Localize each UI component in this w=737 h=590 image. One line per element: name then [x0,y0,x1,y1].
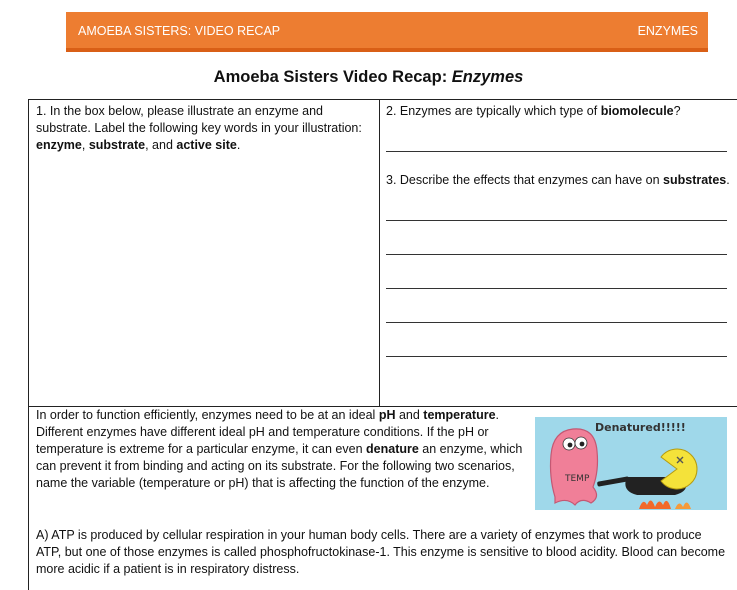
intro-text-2: and [395,408,424,422]
q2-end: ? [673,104,681,118]
intro-text-4: an enzyme, which can prevent it from binding and acting on its substrate. For the following two scenarios, name the variable (temperature or pH) that is affecting the function of the enzyme. [36,442,523,490]
character-pupil-left [568,443,573,448]
intro-paragraph [36,407,526,492]
q3-end: . [726,173,730,187]
denatured-illustration [535,417,727,510]
question-3 [386,172,736,189]
illustration-caption: Denatured!!!!! [595,421,686,434]
q3-keyword: substrates [663,173,727,187]
question-1 [36,103,366,154]
intro-keyword-denature: denature [366,442,419,456]
answer-line-q3[interactable] [386,254,727,255]
q3-text: 3. Describe the effects that enzymes can have on [386,173,664,187]
q1-keyword-active-site: active site [176,138,237,152]
page-title [0,68,737,87]
answer-line-q3[interactable] [386,288,727,289]
character-pupil-right [580,442,585,447]
header-banner [66,12,708,52]
intro-keyword-ph: pH [378,408,396,422]
answer-line-q3[interactable] [386,322,727,323]
q1-sep2: , and [145,138,177,152]
title-prefix: Amoeba Sisters Video Recap: [213,68,452,86]
answer-line-q3[interactable] [386,356,727,357]
header-topic: ENZYMES [637,24,698,38]
title-topic: Enzymes [451,68,524,86]
scenario-a: A) ATP is produced by cellular respiration in your human body cells. There are a variety of enzymes that work to produce ATP, but one of those enzymes is called phosphofructokinase-1. This enzyme is sensitive to blood acidity. Blood can become more acidic if a patient is in respiratory distress. [36,528,726,576]
q1-sep1: , [81,138,89,152]
header-left-title: AMOEBA SISTERS: VIDEO RECAP [78,24,281,38]
question-2 [386,103,736,120]
intro-keyword-temperature: temperature [423,408,496,422]
q1-text: 1. In the box below, please illustrate an enzyme and substrate. Label the following key words in your illustration: [36,104,362,135]
q2-keyword: biomolecule [600,104,674,118]
q2-text: 2. Enzymes are typically which type of [386,104,601,118]
column-divider [379,100,380,406]
worksheet-grid [28,99,737,590]
answer-line-q2[interactable] [386,151,727,152]
intro-text-3: . Different enzymes have different ideal pH and temperature conditions. If the pH or temperature is extreme for a particular enzyme, it can even [36,408,500,456]
q1-end: . [236,138,241,152]
denatured-cartoon-icon [535,417,727,510]
temp-label: TEMP [565,474,590,484]
intro-text-1: In order to function efficiently, enzymes need to be at an ideal [36,408,379,422]
q1-keyword-enzyme: enzyme [36,138,82,152]
q1-keyword-substrate: substrate [88,138,146,152]
answer-line-q3[interactable] [386,220,727,221]
